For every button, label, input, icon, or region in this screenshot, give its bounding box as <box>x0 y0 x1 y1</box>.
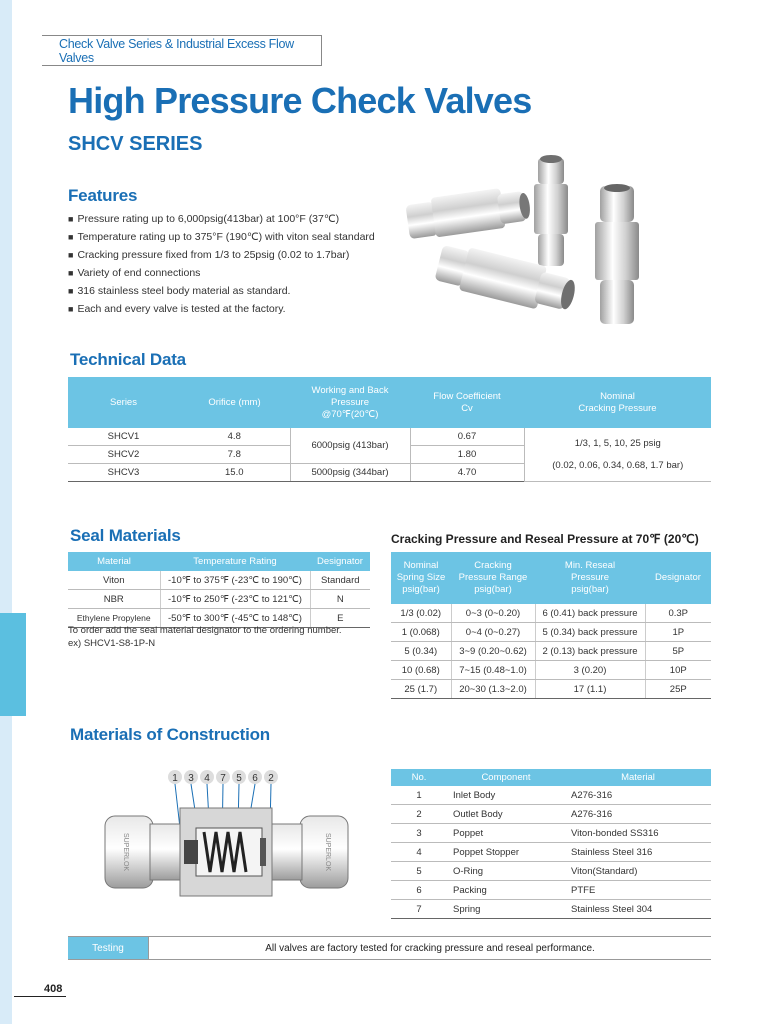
col-designator: Designator <box>310 552 370 571</box>
cell-material: Stainless Steel 304 <box>565 900 711 919</box>
cell-temperature: -10℉ to 250℉ (-23℃ to 121℃) <box>160 590 310 609</box>
cell-range: 7~15 (0.48~1.0) <box>451 661 535 680</box>
page-number: 408 <box>44 983 63 995</box>
col-no: No. <box>391 769 447 786</box>
col-pressure: Working and Back Pressure @70℉(20℃) <box>290 377 410 428</box>
col-cracking-pressure: Nominal Cracking Pressure <box>524 377 711 428</box>
table-row <box>391 786 711 805</box>
cell-component: Outlet Body <box>447 805 565 824</box>
callout-label: 3 <box>188 773 194 784</box>
seal-materials-heading: Seal Materials <box>70 526 181 545</box>
table-header-row <box>391 552 711 604</box>
callout-circle <box>248 770 262 784</box>
cell-pressure: 6000psig (413bar) <box>290 428 410 464</box>
callout-circle <box>264 770 278 784</box>
features-heading: Features <box>68 186 138 205</box>
cell-material: Ethylene Propylene <box>68 609 160 628</box>
series-header-text: Check Valve Series & Industrial Excess Flow Valves <box>59 36 294 65</box>
cell-nominal: 25 (1.7) <box>391 680 451 699</box>
col-reseal: Min. Reseal Pressure psig(bar) <box>535 552 645 604</box>
cell-no: 5 <box>391 862 447 881</box>
testing-label: Testing <box>68 937 148 959</box>
feature-item: ■ Cracking pressure fixed from 1/3 to 25psig (0.02 to 1.7bar) <box>68 246 375 264</box>
col-flow-coefficient: Flow Coefficient Cv <box>410 377 524 428</box>
cell-nominal: 1 (0.068) <box>391 623 451 642</box>
table-row <box>391 623 711 642</box>
valve-cutaway-diagram <box>100 768 365 908</box>
seal-materials-table <box>68 552 370 628</box>
cell-orifice: 7.8 <box>179 446 290 464</box>
cell-designator: 25P <box>645 680 711 699</box>
table-row <box>391 805 711 824</box>
table-header-row <box>391 769 711 786</box>
table-row <box>391 824 711 843</box>
cell-range: 3~9 (0.20~0.62) <box>451 642 535 661</box>
col-range: Cracking Pressure Range psig(bar) <box>451 552 535 604</box>
cell-designator: 5P <box>645 642 711 661</box>
table-header-row <box>68 552 370 571</box>
callout-circle <box>216 770 230 784</box>
callout-label: 4 <box>204 773 210 784</box>
cell-temperature: -50℉ to 300℉ (-45℃ to 148℃) <box>160 609 310 628</box>
testing-text: All valves are factory tested for cracking pressure and reseal performance. <box>148 937 711 959</box>
ordering-note <box>68 624 342 650</box>
cell-series: SHCV3 <box>68 464 179 482</box>
cell-designator: 0.3P <box>645 604 711 623</box>
feature-item: ■ 316 stainless steel body material as standard. <box>68 282 375 300</box>
cell-reseal: 5 (0.34) back pressure <box>535 623 645 642</box>
testing-bar <box>68 936 711 960</box>
cell-cracking: 1/3, 1, 5, 10, 25 psig (0.02, 0.06, 0.34, 0.68, 1.7 bar) <box>524 428 711 482</box>
product-photo <box>400 150 670 340</box>
callout-label: 7 <box>220 773 226 784</box>
cell-designator: N <box>310 590 370 609</box>
table-row <box>68 428 711 446</box>
callout-circle <box>168 770 182 784</box>
cell-reseal: 6 (0.41) back pressure <box>535 604 645 623</box>
cell-cv: 0.67 <box>410 428 524 446</box>
section-side-tab <box>0 613 26 716</box>
cell-designator: Standard <box>310 571 370 590</box>
table-row <box>391 881 711 900</box>
materials-construction-heading: Materials of Construction <box>70 725 270 744</box>
cell-range: 0~3 (0~0.20) <box>451 604 535 623</box>
callout-circle <box>184 770 198 784</box>
table-row <box>391 604 711 623</box>
callout-label: 6 <box>252 773 258 784</box>
cell-material: PTFE <box>565 881 711 900</box>
cracking-pressure-heading: Cracking Pressure and Reseal Pressure at 70℉ (20℃) <box>391 532 699 546</box>
col-nominal: Nominal Spring Size psig(bar) <box>391 552 451 604</box>
table-row <box>391 862 711 881</box>
cell-designator: 1P <box>645 623 711 642</box>
cell-material: Stainless Steel 316 <box>565 843 711 862</box>
cell-nominal: 1/3 (0.02) <box>391 604 451 623</box>
valve-center-vertical <box>534 155 568 266</box>
cell-component: Spring <box>447 900 565 919</box>
feature-item: ■ Variety of end connections <box>68 264 375 282</box>
table-row <box>391 642 711 661</box>
feature-item: ■ Each and every valve is tested at the factory. <box>68 300 375 318</box>
table-row <box>391 843 711 862</box>
table-row <box>68 590 370 609</box>
cell-nominal: 5 (0.34) <box>391 642 451 661</box>
table-row <box>391 900 711 919</box>
col-orifice: Orifice (mm) <box>179 377 290 428</box>
callout-circle <box>200 770 214 784</box>
col-series: Series <box>68 377 179 428</box>
table-row <box>391 680 711 699</box>
body-label: SUPERLOK <box>324 832 331 872</box>
valve-right-vertical <box>595 184 639 324</box>
cell-reseal: 17 (1.1) <box>535 680 645 699</box>
cell-material: Viton(Standard) <box>565 862 711 881</box>
cell-material: Viton <box>68 571 160 590</box>
cell-reseal: 3 (0.20) <box>535 661 645 680</box>
table-row <box>68 571 370 590</box>
technical-data-table <box>68 377 711 482</box>
cracking-pressure-table <box>391 552 711 699</box>
series-header-tab <box>42 35 322 66</box>
callout-label: 2 <box>268 773 274 784</box>
feature-item: ■ Temperature rating up to 375°F (190℃) with viton seal standard <box>68 228 375 246</box>
col-temperature: Temperature Rating <box>160 552 310 571</box>
cell-no: 4 <box>391 843 447 862</box>
cell-material: A276-316 <box>565 805 711 824</box>
feature-item: ■ Pressure rating up to 6,000psig(413bar) at 100°F (37℃) <box>68 210 375 228</box>
cell-no: 2 <box>391 805 447 824</box>
callout-numbers <box>168 770 278 784</box>
cell-component: Poppet Stopper <box>447 843 565 862</box>
callout-label: 5 <box>236 773 242 784</box>
cell-orifice: 4.8 <box>179 428 290 446</box>
cell-range: 20~30 (1.3~2.0) <box>451 680 535 699</box>
col-material: Material <box>565 769 711 786</box>
left-margin-strip <box>0 0 12 1024</box>
col-designator: Designator <box>645 552 711 604</box>
cell-pressure: 5000psig (344bar) <box>290 464 410 482</box>
cell-material: NBR <box>68 590 160 609</box>
col-material: Material <box>68 552 160 571</box>
materials-of-construction-table <box>391 769 711 919</box>
body-label: SUPERLOK <box>122 832 129 872</box>
technical-data-heading: Technical Data <box>70 350 186 369</box>
cell-orifice: 15.0 <box>179 464 290 482</box>
page-number-rule <box>14 996 66 997</box>
ordering-note-line: To order add the seal material designator to the ordering number. <box>68 625 342 636</box>
cell-component: Inlet Body <box>447 786 565 805</box>
cell-cv: 1.80 <box>410 446 524 464</box>
cell-nominal: 10 (0.68) <box>391 661 451 680</box>
cell-series: SHCV1 <box>68 428 179 446</box>
cell-no: 1 <box>391 786 447 805</box>
cell-series: SHCV2 <box>68 446 179 464</box>
cell-no: 7 <box>391 900 447 919</box>
cell-temperature: -10℉ to 375℉ (-23℃ to 190℃) <box>160 571 310 590</box>
table-row <box>391 661 711 680</box>
cell-material: A276-316 <box>565 786 711 805</box>
cell-component: O-Ring <box>447 862 565 881</box>
cell-designator: 10P <box>645 661 711 680</box>
ordering-example: ex) SHCV1-S8-1P-N <box>68 638 156 649</box>
col-component: Component <box>447 769 565 786</box>
cell-designator: E <box>310 609 370 628</box>
cell-component: Poppet <box>447 824 565 843</box>
cell-material: Viton-bonded SS316 <box>565 824 711 843</box>
features-list <box>68 210 375 318</box>
series-subtitle: SHCV SERIES <box>68 133 203 155</box>
cell-reseal: 2 (0.13) back pressure <box>535 642 645 661</box>
cell-cv: 4.70 <box>410 464 524 482</box>
cell-component: Packing <box>447 881 565 900</box>
cell-range: 0~4 (0~0.27) <box>451 623 535 642</box>
valve-body <box>105 808 348 896</box>
cell-no: 6 <box>391 881 447 900</box>
callout-label: 1 <box>172 773 178 784</box>
page-title: High Pressure Check Valves <box>68 80 532 121</box>
cell-no: 3 <box>391 824 447 843</box>
callout-circle <box>232 770 246 784</box>
table-header-row <box>68 377 711 428</box>
valve-left-upper <box>405 184 532 241</box>
